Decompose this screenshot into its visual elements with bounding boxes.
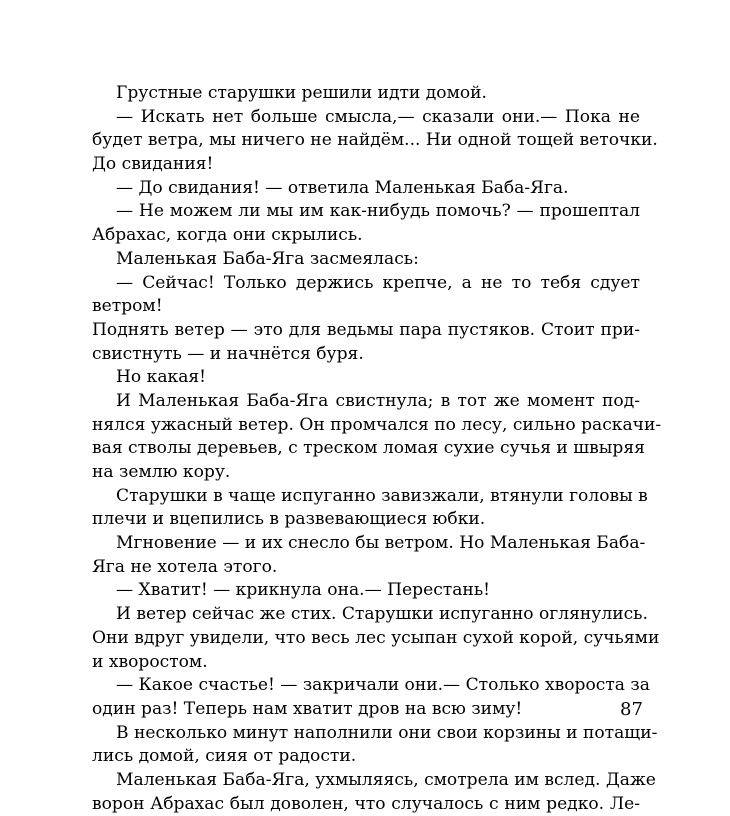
text-line: будет ветра, мы ничего не найдём... Ни одной тощей веточки. — [92, 130, 658, 151]
text-line: лись домой, сияя от радости. — [92, 746, 357, 767]
book-page — [92, 82, 662, 816]
text-line: Мгновение — и их снесло бы ветром. Но Маленькая Баба- — [116, 533, 646, 554]
text-line: Маленькая Баба-Яга, ухмыляясь, смотрела им вслед. Даже — [116, 769, 656, 790]
text-line: И Маленькая Баба-Яга свистнула; в тот же момент под- — [116, 390, 640, 411]
text-line: Но какая! — [116, 367, 207, 388]
text-line: вая стволы деревьев, с треском ломая сухие сучья и швыряя — [92, 438, 645, 459]
text-line: на землю кору. — [92, 462, 231, 482]
text-line: Абрахас, когда они скрылись. — [92, 225, 363, 246]
text-line: Маленькая Баба-Яга засмеялась: — [116, 248, 419, 269]
text-line: один раз! Теперь нам хватит дров на всю зиму! — [92, 698, 523, 719]
text-line: Поднять ветер — это для ведьмы пара пустяков. Стоит при- — [92, 319, 640, 340]
text-line: — Хватит! — крикнула она.— Перестань! — [116, 580, 490, 601]
text-line: нялся ужасный ветер. Он промчался по лесу, сильно раскачи- — [92, 414, 662, 435]
text-line: Они вдруг увидели, что весь лес усыпан сухой корой, сучьями — [92, 627, 660, 648]
text-line: Грустные старушки решили идти домой. — [116, 83, 487, 103]
text-line: Старушки в чаще испуганно завизжали, втянули головы в — [116, 485, 648, 506]
text-line: плечи и вцепились в развевающиеся юбки. — [92, 509, 486, 530]
text-line: И ветер сейчас же стих. Старушки испуганно оглянулись. — [116, 604, 648, 625]
text-line: ворон Абрахас был доволен, что случалось с ним редко. Ле- — [92, 793, 640, 814]
text-line: Яга не хотела этого. — [92, 556, 278, 577]
text-line: — Какое счастье! — закричали они.— Столько хвороста за — [116, 675, 650, 696]
text-line: — Искать нет больше смысла,— сказали они.— Пока не — [116, 106, 640, 127]
text-line: ветром! — [92, 296, 163, 317]
text-line: До свидания! — [92, 154, 214, 175]
body-text — [92, 82, 662, 816]
page-number: 87 — [620, 699, 643, 720]
text-line: — До свидания! — ответила Маленькая Баба-Яга. — [116, 177, 569, 198]
text-line: свистнуть — и начнётся буря. — [92, 343, 364, 364]
text-line: и хворостом. — [92, 651, 208, 672]
text-line: В несколько минут наполнили они свои корзины и потащи- — [116, 722, 658, 743]
text-line: — Сейчас! Только держись крепче, а не то тебя сдует — [116, 272, 640, 293]
text-line: — Не можем ли мы им как-нибудь помочь? — прошептал — [116, 201, 640, 222]
